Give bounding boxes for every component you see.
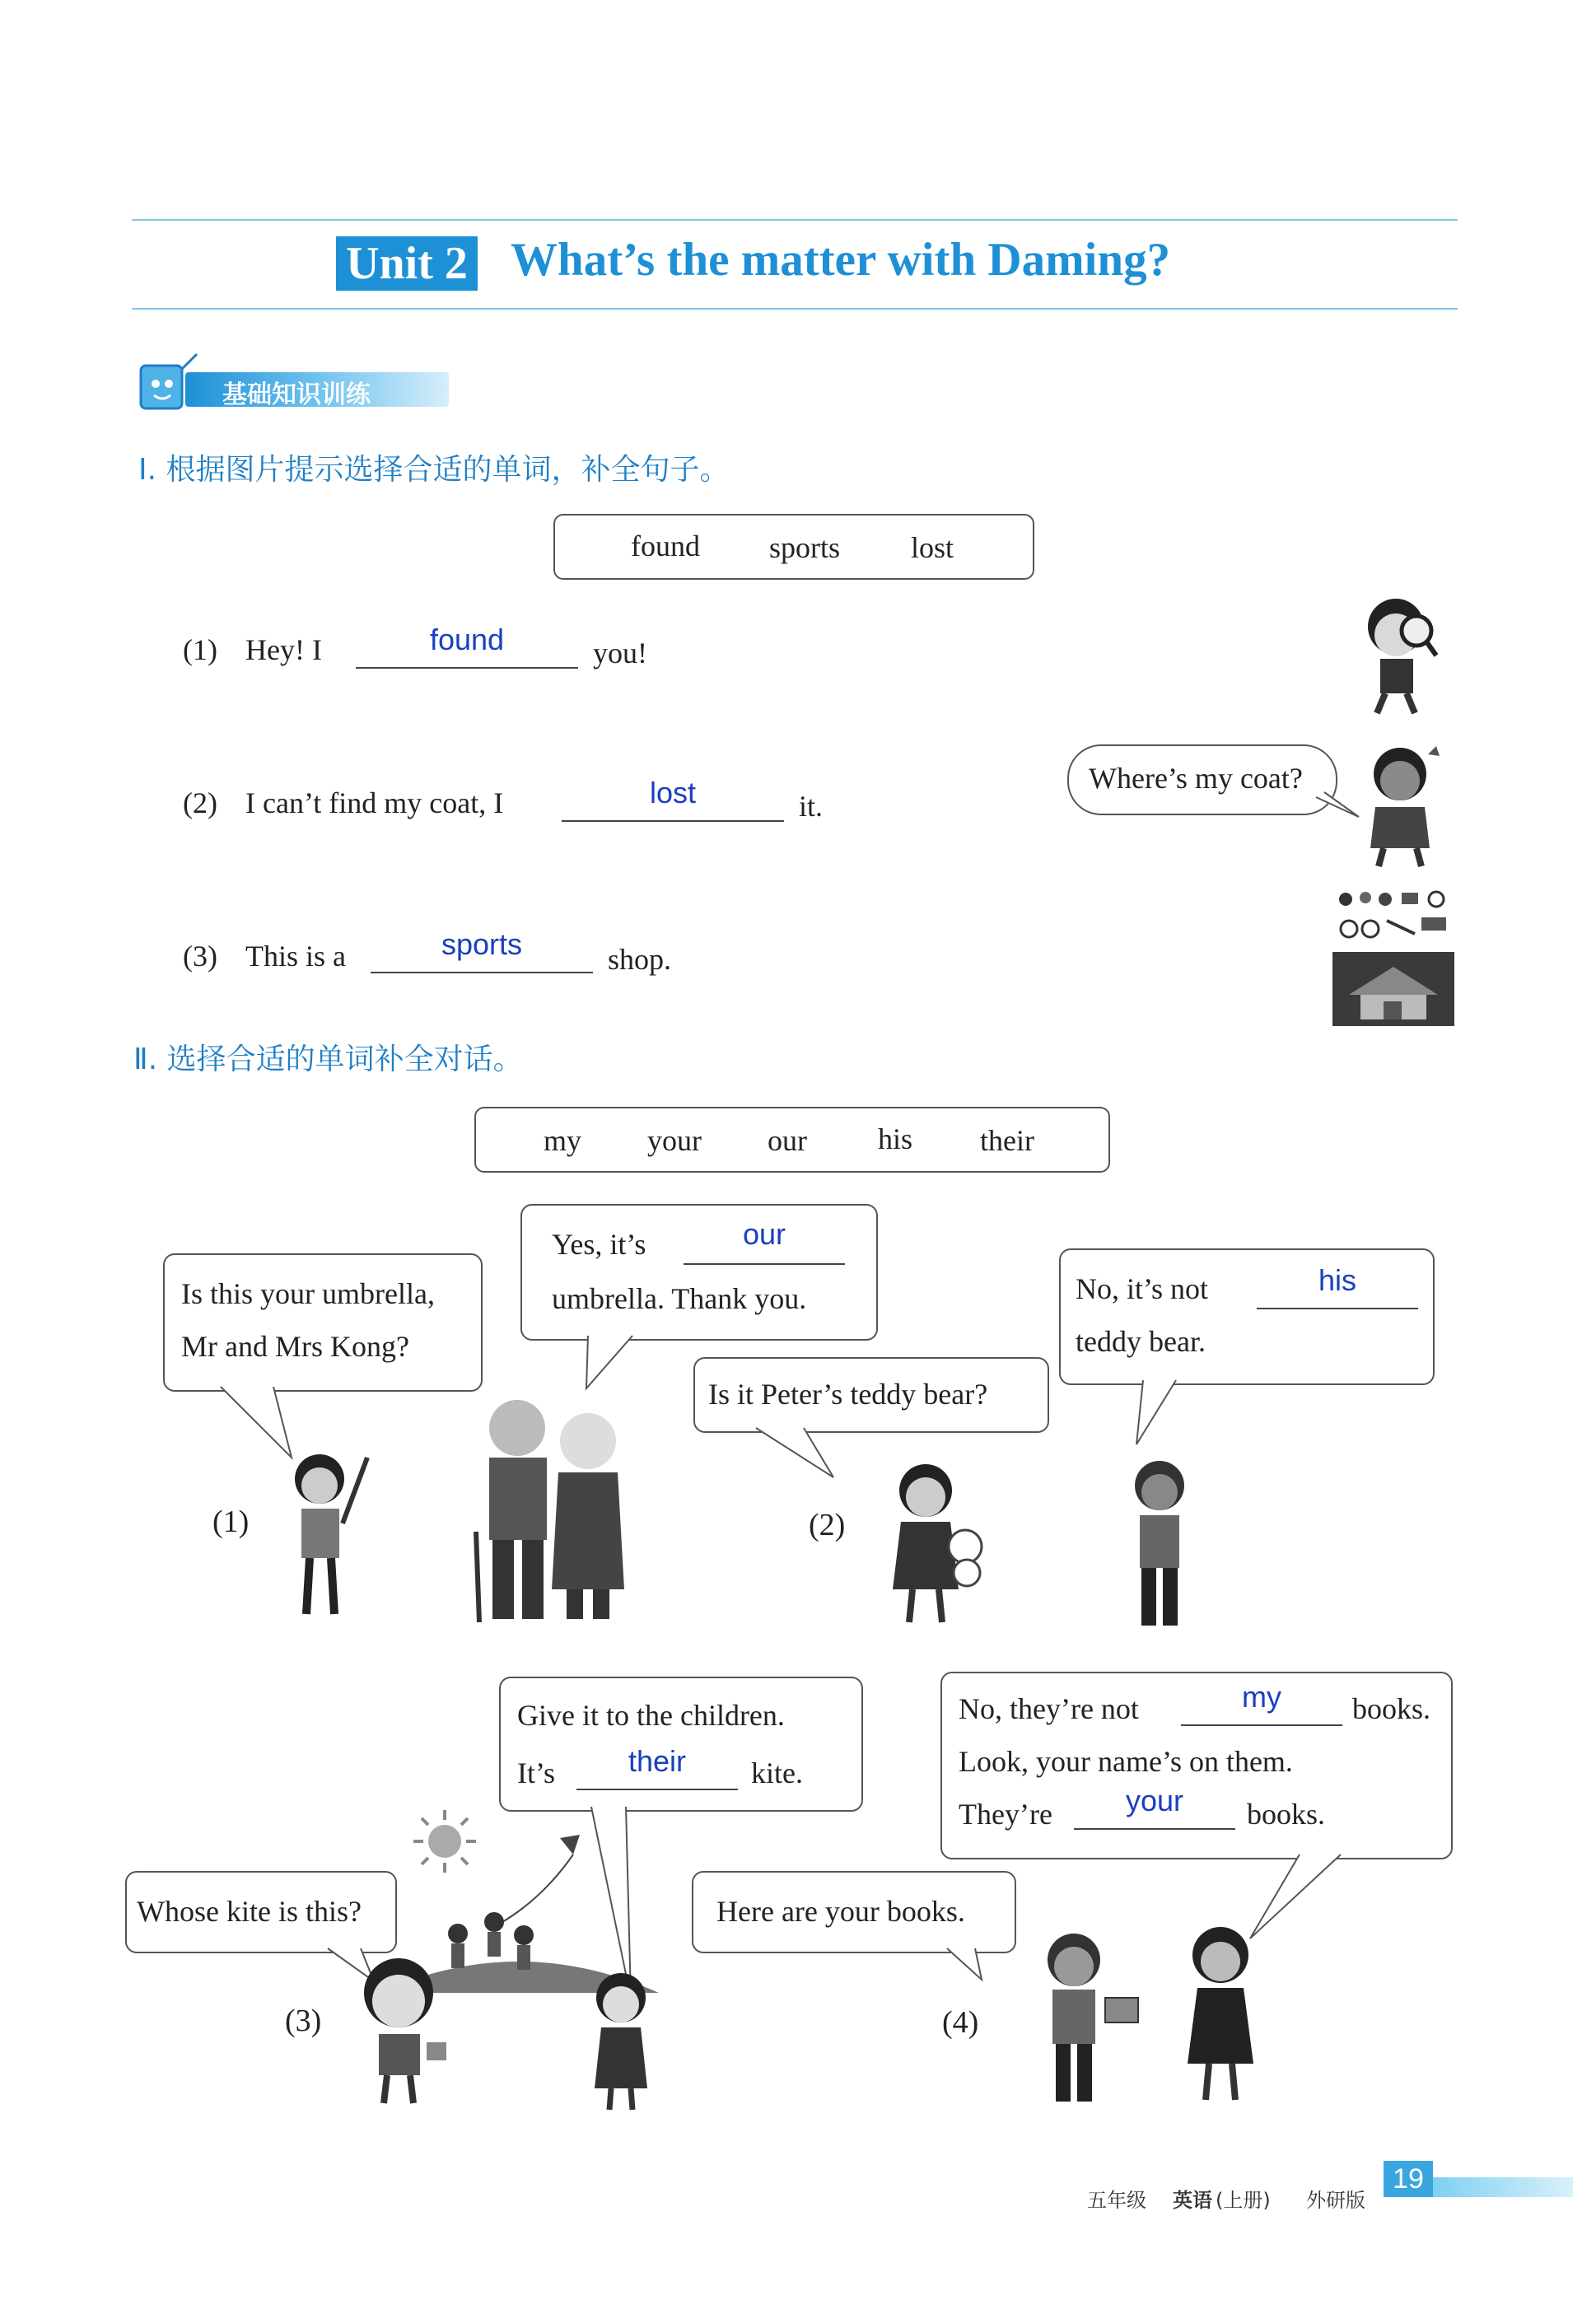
answer-blank (371, 972, 593, 973)
item-text: shop. (608, 943, 672, 976)
girl-pointing-illustration (581, 1965, 664, 2113)
footer-grade: 五年级 (1087, 2189, 1146, 2212)
bubble-text: umbrella. Thank you. (552, 1282, 807, 1315)
bubble-text: books. (1247, 1798, 1326, 1831)
word-bank-item: sports (769, 531, 841, 564)
footer-subject: 英语 (1173, 2189, 1212, 2212)
old-couple-illustration (468, 1392, 632, 1631)
item-text: I can’t find my coat, I (245, 786, 504, 819)
word-bank-item: his (878, 1122, 913, 1155)
boy-kite-illustration (351, 1952, 458, 2108)
page-number-bar (1433, 2177, 1573, 2197)
header-rule-bottom (132, 308, 1458, 310)
speech-bubble (692, 1871, 1016, 1953)
item-text: it. (799, 790, 824, 823)
bubble-text: Give it to the children. (517, 1699, 785, 1732)
item-text: you! (593, 637, 647, 669)
bubble-text: No, it’s not (1076, 1272, 1209, 1305)
bubble-text: Yes, it’s (552, 1228, 646, 1261)
header-rule-top (132, 219, 1458, 221)
scene-number: (2) (809, 1508, 846, 1542)
speech-bubble (125, 1871, 397, 1953)
boy-umbrella-illustration (277, 1449, 376, 1631)
item-number: (3) (183, 940, 217, 973)
scene-number: (1) (212, 1505, 250, 1539)
item-text: Hey! I (245, 633, 322, 666)
word-bank-item: their (980, 1124, 1034, 1157)
bubble-text: Is it Peter’s teddy bear? (708, 1378, 988, 1411)
bubble-tail (751, 1428, 842, 1486)
bubble-text: teddy bear. (1076, 1325, 1206, 1358)
answer-text: my (1242, 1680, 1281, 1714)
bubble-text: Whose kite is this? (137, 1895, 362, 1928)
word-bank-item: lost (911, 531, 954, 564)
answer-blank (1074, 1828, 1235, 1830)
item-text: This is a (245, 940, 346, 973)
bubble-text: Look, your name’s on them. (959, 1745, 1293, 1778)
speech-bubble (940, 1672, 1453, 1859)
speech-bubble (520, 1204, 878, 1341)
speech-bubble (1067, 744, 1337, 815)
word-bank-item: my (544, 1124, 582, 1157)
bubble-text: Is this your umbrella, (181, 1277, 435, 1310)
bubble-text: Where’s my coat? (1089, 762, 1303, 795)
answer-text: lost (649, 776, 697, 809)
page-title: What’s the matter with Daming? (511, 234, 1171, 286)
bubble-tail (1316, 792, 1365, 825)
section1-heading: Ⅰ. 根据图片提示选择合适的单词，补全句子。 (138, 453, 730, 487)
footer-edition: 外研版 (1306, 2189, 1365, 2212)
answer-blank (356, 667, 578, 669)
bubble-text: They’re (959, 1798, 1052, 1831)
bubble-text: No, they’re not (959, 1692, 1139, 1725)
speech-bubble (163, 1253, 483, 1392)
answer-text: your (1125, 1784, 1184, 1817)
boy-magnifier-illustration (1351, 590, 1458, 721)
answer-blank (684, 1263, 845, 1265)
bubble-text: Here are your books. (716, 1895, 965, 1928)
girl-thinking-illustration (1359, 741, 1458, 873)
speech-bubble (693, 1357, 1049, 1433)
speech-bubble (1059, 1248, 1435, 1385)
bubble-text: It’s (517, 1756, 556, 1789)
section2-word-bank (474, 1107, 1110, 1173)
boy-books-illustration (1031, 1927, 1155, 2108)
section2-heading: Ⅱ. 选择合适的单词补全对话。 (133, 1043, 523, 1076)
word-bank-item: your (647, 1124, 702, 1157)
section1-word-bank (553, 514, 1034, 580)
answer-blank (576, 1789, 738, 1790)
answer-text: found (429, 623, 505, 656)
sports-shop-illustration (1332, 888, 1456, 1028)
bubble-text: Mr and Mrs Kong? (181, 1330, 409, 1363)
answer-text: our (742, 1217, 786, 1251)
bubble-text: books. (1352, 1692, 1431, 1725)
bubble-text: kite. (751, 1756, 803, 1789)
scene-number: (3) (285, 2004, 322, 2038)
answer-blank (1257, 1308, 1418, 1309)
girl-listening-illustration (1178, 1919, 1276, 2108)
answer-text: their (628, 1744, 687, 1778)
answer-text: sports (441, 927, 523, 961)
girl-teddy-illustration (876, 1458, 1000, 1631)
banner-label: 基础知识训练 (222, 380, 371, 409)
word-bank-item: our (768, 1124, 807, 1157)
word-bank-item: found (631, 530, 700, 562)
boy-standing-illustration (1117, 1453, 1207, 1634)
bubble-tail (947, 1948, 1005, 1990)
scene-number: (4) (942, 2005, 979, 2040)
answer-blank (562, 820, 784, 822)
answer-text: his (1318, 1263, 1357, 1297)
footer-volume: (上册) (1216, 2189, 1271, 2212)
bubble-tail (1135, 1380, 1192, 1454)
section-banner (136, 362, 449, 413)
item-number: (1) (183, 633, 217, 666)
unit-label: Unit 2 (336, 236, 478, 291)
page-number: 19 (1384, 2161, 1433, 2197)
item-number: (2) (183, 786, 217, 819)
answer-blank (1181, 1724, 1342, 1726)
speech-bubble (499, 1677, 863, 1812)
